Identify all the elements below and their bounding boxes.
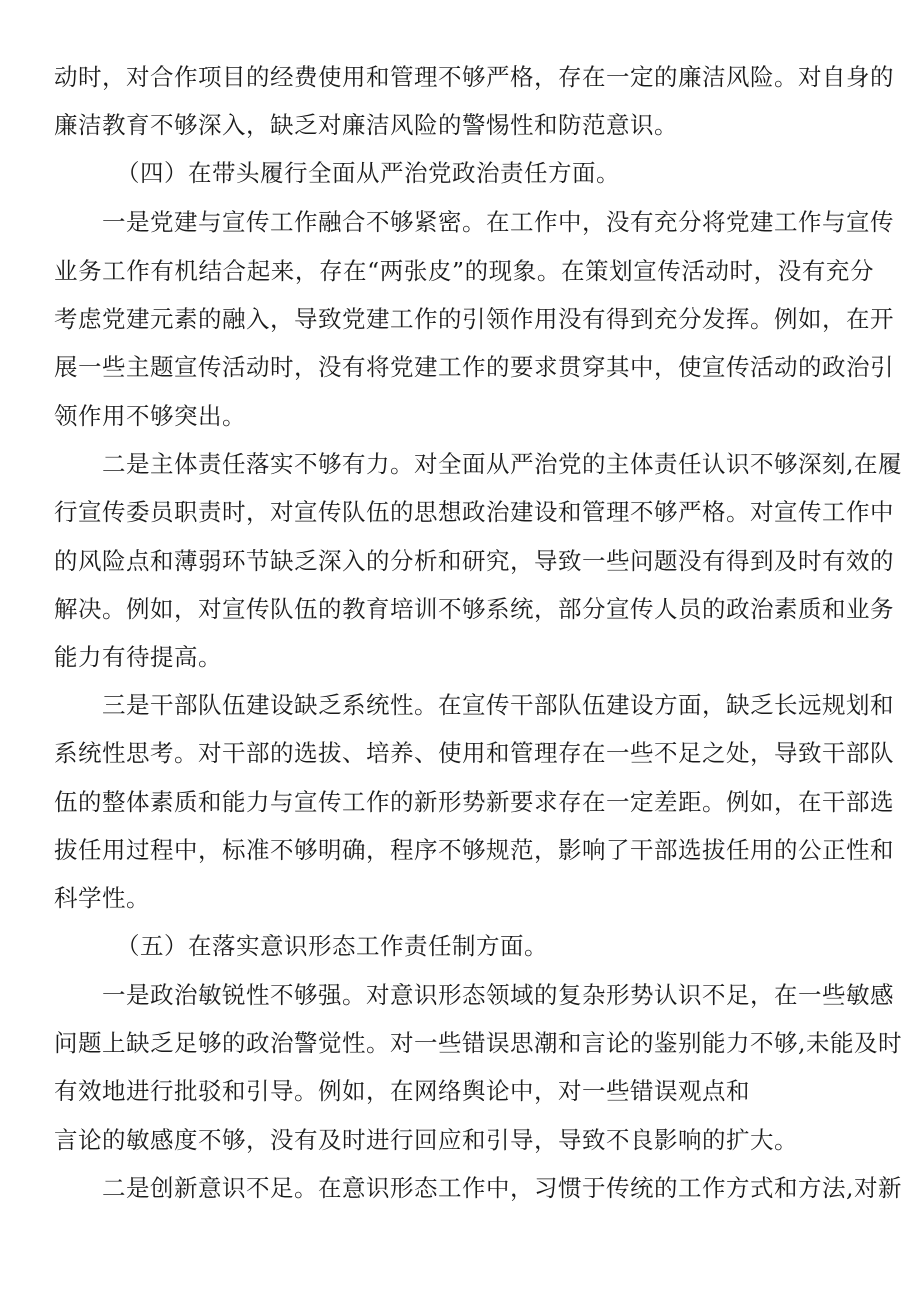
section-heading: （五）在落实意识形态工作责任制方面。 bbox=[116, 932, 548, 960]
text-line: 拔任用过程中，标准不够明确，程序不够规范，影响了干部选拔任用的公正性和 bbox=[54, 836, 894, 864]
text-line: 问题上缺乏足够的政治警觉性。对一些错误思潮和言论的鉴别能力不够,未能及时 bbox=[54, 1029, 902, 1057]
text-line: 解决。例如，对宣传队伍的教育培训不够系统，部分宣传人员的政治素质和业务 bbox=[54, 595, 894, 623]
paragraph-first-line: 三是干部队伍建设缺乏系统性。在宣传干部队伍建设方面，缺乏长远规划和 bbox=[102, 691, 894, 719]
text-line: 廉洁教育不够深入，缺乏对廉洁风险的警惕性和防范意识。 bbox=[54, 111, 678, 139]
text-line: 行宣传委员职责时，对宣传队伍的思想政治建设和管理不够严格。对宣传工作中 bbox=[54, 498, 894, 526]
text-line: 动时，对合作项目的经费使用和管理不够严格，存在一定的廉洁风险。对自身的 bbox=[54, 63, 894, 91]
paragraph-first-line: 一是党建与宣传工作融合不够紧密。在工作中，没有充分将党建工作与宣传 bbox=[102, 208, 894, 236]
paragraph-first-line: 二是主体责任落实不够有力。对全面从严治党的主体责任认识不够深刻,在履 bbox=[102, 450, 902, 478]
text-line: 考虑党建元素的融入，导致党建工作的引领作用没有得到充分发挥。例如，在开 bbox=[54, 305, 894, 333]
text-line: 能力有待提高。 bbox=[54, 643, 222, 671]
text-line: 有效地进行批驳和引导。例如，在网络舆论中，对一些错误观点和 bbox=[54, 1077, 750, 1105]
text-line: 科学性。 bbox=[54, 884, 150, 912]
text-line: 领作用不够突出。 bbox=[54, 402, 246, 430]
section-heading: （四）在带头履行全面从严治党政治责任方面。 bbox=[116, 159, 620, 187]
paragraph-first-line: 一是政治敏锐性不够强。对意识形态领域的复杂形势认识不足，在一些敏感 bbox=[102, 981, 894, 1009]
paragraph-first-line: 二是创新意识不足。在意识形态工作中，习惯于传统的工作方式和方法,对新 bbox=[102, 1174, 902, 1202]
text-line: 展一些主题宣传活动时，没有将党建工作的要求贯穿其中，使宣传活动的政治引 bbox=[54, 353, 894, 381]
text-line: 的风险点和薄弱环节缺乏深入的分析和研究，导致一些问题没有得到及时有效的 bbox=[54, 547, 894, 575]
text-line: 言论的敏感度不够，没有及时进行回应和引导，导致不良影响的扩大。 bbox=[54, 1126, 798, 1154]
text-line: 伍的整体素质和能力与宣传工作的新形势新要求存在一定差距。例如，在干部选 bbox=[54, 788, 894, 816]
text-line: 业务工作有机结合起来，存在“两张皮”的现象。在策划宣传活动时，没有充分 bbox=[54, 257, 874, 285]
text-line: 系统性思考。对干部的选拔、培养、使用和管理存在一些不足之处，导致干部队 bbox=[54, 739, 894, 767]
